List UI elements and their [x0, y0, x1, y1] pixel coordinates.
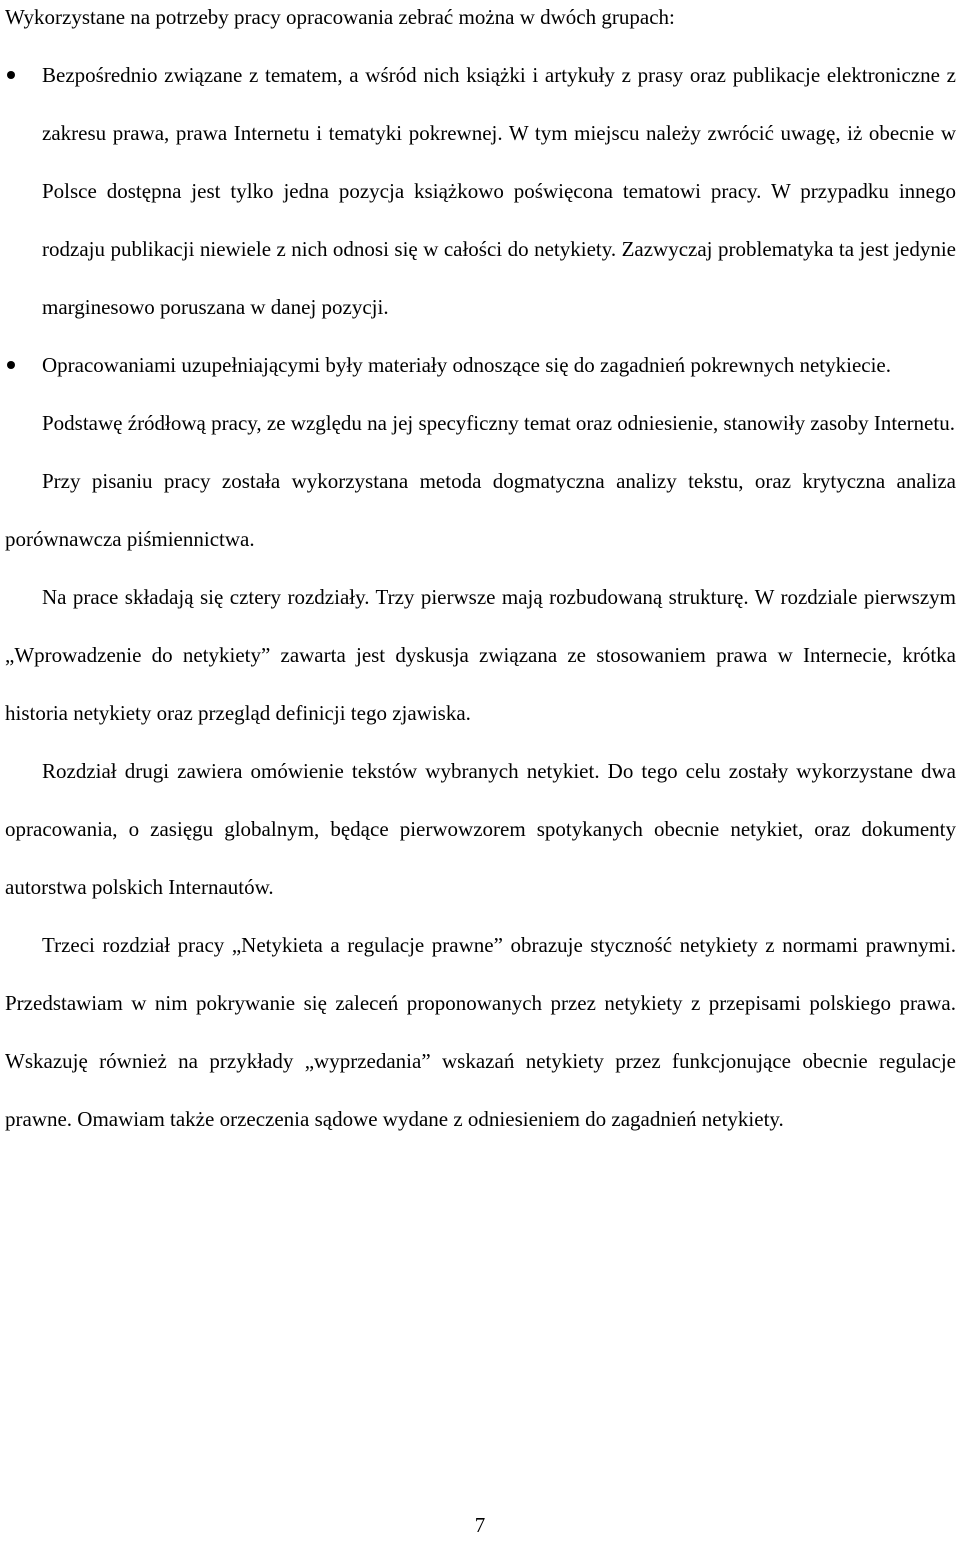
body-paragraph: Rozdział drugi zawiera omówienie tekstów wybranych netykiet. Do tego celu zostały wykorzystane dwa opracowania, o zasięgu globalnym, będące pierwowzorem spotykanych obecnie netykiet, oraz dokumenty autorstwa polskich Internautów. — [5, 759, 956, 899]
body-paragraph: Na prace składają się cztery rozdziały. Trzy pierwsze mają rozbudowaną strukturę. W rozdziale pierwszym „Wprowadzenie do netykiety” zawarta jest dyskusja związana ze stosowaniem prawa w Internecie, krótka historia netykiety oraz przegląd definicji tego zjawiska. — [5, 585, 956, 725]
intro-paragraph: Wykorzystane na potrzeby pracy opracowania zebrać można w dwóch grupach: — [5, 5, 675, 29]
list-item: Bezpośrednio związane z tematem, a wśród nich książki i artykuły z prasy oraz publikacje elektroniczne z zakresu prawa, prawa Internetu i tematyki pokrewnej. W tym miejscu należy zwrócić uwagę, iż obecnie w Polsce dostępna jest tylko jedna pozycja książkowo poświęcona tematowi pracy. W przypadku innego rodzaju publikacji niewiele z nich odnosi się w całości do netykiety. Zazwyczaj problematyka ta jest jedynie marginesowo poruszana w danej pozycji. — [42, 46, 956, 336]
list-item: Opracowaniami uzupełniającymi były materiały odnoszące się do zagadnień pokrewnych netykiecie. — [42, 336, 956, 394]
document-page — [5, 0, 956, 1537]
body-paragraph: Trzeci rozdział pracy „Netykieta a regulacje prawne” obrazuje styczność netykiety z normami prawnymi. Przedstawiam w nim pokrywanie się zaleceń proponowanych przez netykiety z przepisami polskiego prawa. Wskazuję również na przykłady „wyprzedania” wskazań netykiety przez funkcjonujące obecnie regulacje prawne. Omawiam także orzeczenia sądowe wydane z odniesieniem do zagadnień netykiety. — [5, 933, 956, 1131]
body-paragraph: Podstawę źródłową pracy, ze względu na jej specyficzny temat oraz odniesienie, stanowiły zasoby Internetu. — [42, 411, 955, 435]
body-paragraph: Przy pisaniu pracy została wykorzystana metoda dogmatyczna analizy tekstu, oraz krytyczna analiza porównawcza piśmiennictwa. — [5, 469, 956, 551]
page-number: 7 — [474, 1513, 486, 1537]
source-groups-list — [5, 46, 956, 394]
